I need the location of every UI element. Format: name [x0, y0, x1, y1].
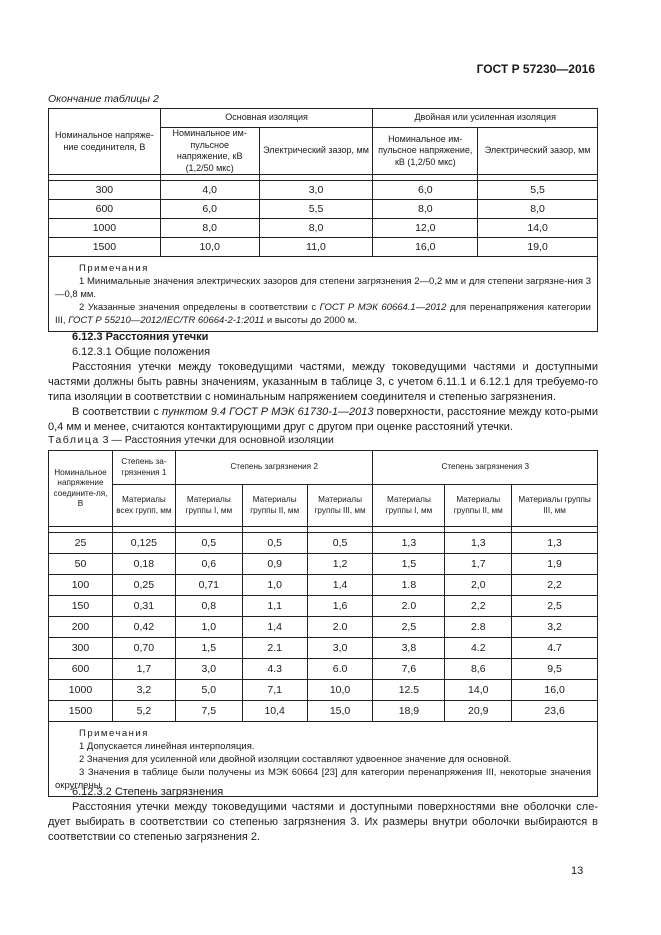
- table2-notes: [49, 257, 598, 332]
- table-cell: 1,6: [307, 596, 373, 617]
- subsection-heading: 6.12.3.2 Степень загрязнения: [72, 786, 224, 798]
- col-header-group-3: Материалы группы III, мм: [512, 485, 598, 527]
- caption-text: 3 — Расстояния утечки для основной изоляции: [99, 434, 334, 446]
- table-cell: 8,0: [478, 200, 598, 219]
- table-cell: 200: [49, 617, 113, 638]
- table-cell: 7,1: [242, 680, 307, 701]
- standard-reference: ГОСТ Р МЭК 60664.1—2012: [319, 302, 447, 313]
- subsection-heading: 6.12.3.1 Общие положения: [72, 346, 211, 358]
- table-cell: 0,125: [112, 533, 175, 554]
- table-cell: 3,8: [373, 638, 445, 659]
- table-cell: 5,5: [259, 200, 373, 219]
- table-cell: 5,2: [112, 701, 175, 722]
- table-cell: 0,5: [307, 533, 373, 554]
- table-cell: 1500: [49, 238, 161, 257]
- table-cell: 1.8: [373, 575, 445, 596]
- table-row: [49, 617, 598, 638]
- table-cell: 7,6: [373, 659, 445, 680]
- table-row: [49, 701, 598, 722]
- table-cell: 16,0: [373, 238, 478, 257]
- table-cell: 2.8: [445, 617, 512, 638]
- col-header-impulse-double: Номинальное им-пульсное напряжение, кВ (1,2/50 мкс): [373, 128, 478, 175]
- col-header-clearance-basic: Электрический зазор, мм: [259, 128, 373, 175]
- table-cell: 600: [49, 200, 161, 219]
- table-cell: 12,0: [373, 219, 478, 238]
- table-cell: 1,1: [242, 596, 307, 617]
- col-header-group-3: Материалы группы III, мм: [307, 485, 373, 527]
- table-cell: 5,5: [478, 181, 598, 200]
- col-header-basic-insulation: Основная изоляция: [160, 109, 373, 128]
- note-2: [55, 301, 591, 327]
- table-cell: 2,2: [512, 575, 598, 596]
- table-cell: 6.0: [307, 659, 373, 680]
- table-cell: 4.7: [512, 638, 598, 659]
- table-cell: 6,0: [373, 181, 478, 200]
- paragraph: [48, 405, 598, 435]
- table-row: [49, 219, 598, 238]
- note-1: 1 Минимальные значения электрических зазоров для степени загрязнения 2—0,2 мм и для степени загрязне-ния 3—0,8 мм.: [55, 276, 591, 300]
- table-row: [49, 238, 598, 257]
- table-cell: 5,0: [175, 680, 242, 701]
- table-row: [49, 638, 598, 659]
- col-header-double-insulation: Двойная или усиленная изоляция: [373, 109, 598, 128]
- table3-caption: [48, 434, 334, 446]
- table-cell: 0,25: [112, 575, 175, 596]
- table-row: [49, 659, 598, 680]
- table-cell: 600: [49, 659, 113, 680]
- note-text: и высоты до 2000 м.: [264, 315, 357, 326]
- table-row: [49, 554, 598, 575]
- table-cell: 23,6: [512, 701, 598, 722]
- table-cell: 4,0: [160, 181, 259, 200]
- table-cell: 12.5: [373, 680, 445, 701]
- table-cell: 1,4: [307, 575, 373, 596]
- table-row: [49, 181, 598, 200]
- table-row: [49, 596, 598, 617]
- table-cell: 10,0: [160, 238, 259, 257]
- table-cell: 3,2: [112, 680, 175, 701]
- table-cell: 0,31: [112, 596, 175, 617]
- table-2: [48, 108, 598, 332]
- paragraph-text: В соответствии с: [72, 406, 162, 418]
- col-header-group-2: Материалы группы II, мм: [445, 485, 512, 527]
- table-cell: 1000: [49, 680, 113, 701]
- table-cell: 1,0: [175, 617, 242, 638]
- table-cell: 0,70: [112, 638, 175, 659]
- table-cell: 6,0: [160, 200, 259, 219]
- table-cell: 8,6: [445, 659, 512, 680]
- table-row: [49, 575, 598, 596]
- table-cell: 8,0: [373, 200, 478, 219]
- table-cell: 2.0: [373, 596, 445, 617]
- table-cell: 0,42: [112, 617, 175, 638]
- table-cell: 2.0: [307, 617, 373, 638]
- table-row: [49, 200, 598, 219]
- table-cell: 1000: [49, 219, 161, 238]
- table-cell: 0,18: [112, 554, 175, 575]
- col-header-group-1: Материалы группы I, мм: [175, 485, 242, 527]
- table-row: [49, 680, 598, 701]
- table-cell: 0,5: [242, 533, 307, 554]
- table-cell: 0,5: [175, 533, 242, 554]
- table-cell: 1,0: [242, 575, 307, 596]
- table-cell: 9,5: [512, 659, 598, 680]
- section-heading: 6.12.3 Расстояния утечки: [72, 331, 209, 343]
- table-cell: 150: [49, 596, 113, 617]
- standard-reference: ГОСТ Р 55210—2012/IEC/TR 60664-2-1:2011: [68, 315, 265, 326]
- table-cell: 3,2: [512, 617, 598, 638]
- standard-reference: пунктом 9.4 ГОСТ Р МЭК 61730-1—2013: [161, 406, 374, 418]
- table-cell: 1,2: [307, 554, 373, 575]
- table-cell: 1,3: [512, 533, 598, 554]
- table-cell: 3,0: [175, 659, 242, 680]
- table-cell: 14,0: [445, 680, 512, 701]
- note-text: для перенапряжения категории III,: [55, 302, 591, 326]
- table2-caption: Окончание таблицы 2: [48, 93, 159, 105]
- table-cell: 0,71: [175, 575, 242, 596]
- col-header-all-groups: Материалы всех групп, мм: [112, 485, 175, 527]
- table-cell: 1,4: [242, 617, 307, 638]
- table-cell: 11,0: [259, 238, 373, 257]
- table-cell: 16,0: [512, 680, 598, 701]
- notes-title: Примечания: [79, 263, 149, 274]
- table-cell: 1,3: [373, 533, 445, 554]
- page-number: 13: [571, 865, 584, 877]
- section-6-12-3-2: [48, 785, 598, 845]
- table-row: [49, 533, 598, 554]
- table-3: [48, 450, 598, 797]
- table-cell: 1,7: [445, 554, 512, 575]
- table-cell: 2,2: [445, 596, 512, 617]
- table-cell: 2,0: [445, 575, 512, 596]
- table-cell: 10,4: [242, 701, 307, 722]
- table-cell: 1,5: [175, 638, 242, 659]
- table-cell: 8,0: [160, 219, 259, 238]
- note-2: 2 Значения для усиленной или двойной изоляции составляют удвоенное значение для основной.: [79, 754, 512, 765]
- table-cell: 14,0: [478, 219, 598, 238]
- table-cell: 15,0: [307, 701, 373, 722]
- paragraph-text: поверхности, расстояние между кото-рыми 0,4 мм и менее, считаются контактирующими друг с другом при оценке расстояний утечки.: [48, 406, 599, 433]
- table-cell: 300: [49, 181, 161, 200]
- table-cell: 18,9: [373, 701, 445, 722]
- caption-label: Таблица: [48, 434, 100, 446]
- notes-title: Примечания: [79, 728, 149, 739]
- table-cell: 7,5: [175, 701, 242, 722]
- table-cell: 0,9: [242, 554, 307, 575]
- col-header-pollution-2: Степень загрязнения 2: [175, 451, 373, 485]
- table-cell: 100: [49, 575, 113, 596]
- table-cell: 1,7: [112, 659, 175, 680]
- table-cell: 3,0: [307, 638, 373, 659]
- table-cell: 10,0: [307, 680, 373, 701]
- table-cell: 2.1: [242, 638, 307, 659]
- table-cell: 19,0: [478, 238, 598, 257]
- table-cell: 50: [49, 554, 113, 575]
- table-cell: 25: [49, 533, 113, 554]
- table-cell: 3,0: [259, 181, 373, 200]
- table-cell: 1,3: [445, 533, 512, 554]
- table-cell: 1,9: [512, 554, 598, 575]
- col-header-group-1: Материалы группы I, мм: [373, 485, 445, 527]
- table-cell: 0,6: [175, 554, 242, 575]
- table-cell: 4.2: [445, 638, 512, 659]
- table-cell: 2,5: [373, 617, 445, 638]
- note-3: 3 Значения в таблице были получены из МЭК 60664 [23] для категории перенапряжения III, некоторые значения округлены.: [55, 767, 591, 791]
- section-6-12-3: [48, 330, 598, 435]
- col-header-voltage: Номинальное напряжение соедините-ля, В: [49, 451, 113, 527]
- col-header-pollution-3: Степень загрязнения 3: [373, 451, 598, 485]
- document-header: ГОСТ Р 57230—2016: [476, 62, 595, 76]
- col-header-clearance-double: Электрический зазор, мм: [478, 128, 598, 175]
- table-cell: 8,0: [259, 219, 373, 238]
- table-cell: 20,9: [445, 701, 512, 722]
- col-header-impulse-basic: Номинальное им-пульсное напряжение, кВ (1,2/50 мкс): [160, 128, 259, 175]
- table-cell: 1500: [49, 701, 113, 722]
- table-cell: 2,5: [512, 596, 598, 617]
- table-cell: 0,8: [175, 596, 242, 617]
- col-header-voltage: Номинальное напряже-ние соединителя, В: [49, 109, 161, 175]
- paragraph: Расстояния утечки между токоведущими частями и доступными поверхностями вне оболочки сле-дует выбирать в соответствии со степенью загрязнения 3. Их размеры внутри оболочки выбираются в соответствии со степенью загрязнения 2.: [48, 801, 598, 843]
- table-cell: 1,5: [373, 554, 445, 575]
- col-header-group-2: Материалы группы II, мм: [242, 485, 307, 527]
- note-1: 1 Допускается линейная интерполяция.: [79, 741, 255, 752]
- table-cell: 4.3: [242, 659, 307, 680]
- paragraph: Расстояния утечки между токоведущими частями, между токоведущими частями и доступными частями должны быть равны значениям, указанным в таблице 3, с учетом 6.11.1 и 6.12.1 для требуемо-го типа изоляции в соответствии с номинальным напряжением соединителя и степенью загрязнения.: [48, 361, 598, 403]
- col-header-pollution-1: Степень за-грязнения 1: [112, 451, 175, 485]
- note-text: 2 Указанные значения определены в соответствии с: [79, 302, 320, 313]
- table-cell: 300: [49, 638, 113, 659]
